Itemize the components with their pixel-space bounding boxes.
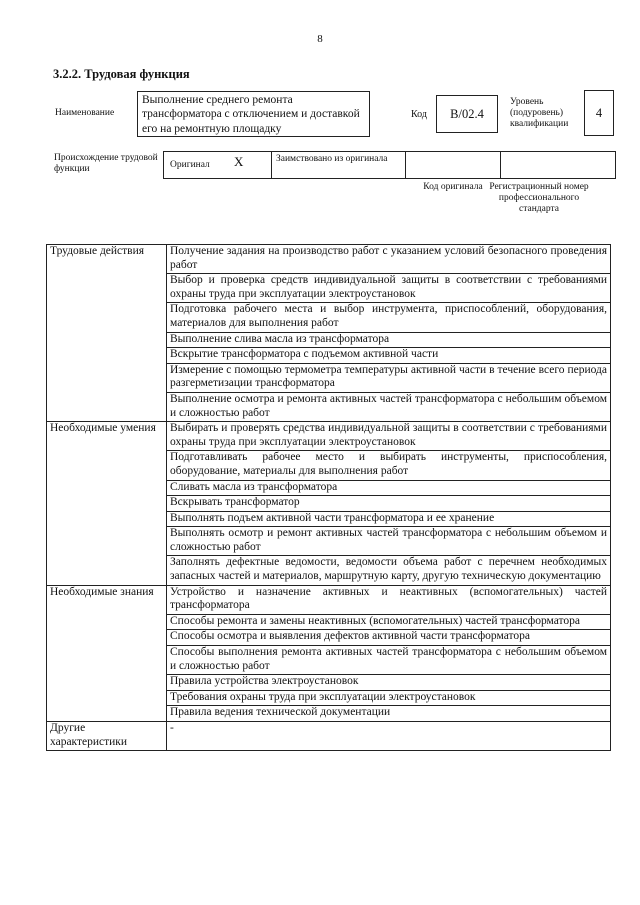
item-cell: - bbox=[167, 722, 611, 751]
item-cell: Сливать масла из трансформатора bbox=[167, 480, 611, 496]
category-cell: Другие характеристики bbox=[47, 722, 167, 751]
qualification-level-box: 4 bbox=[584, 90, 614, 136]
level-label: Уровень (подуровень) квалификации bbox=[510, 97, 569, 129]
item-cell: Выполнять осмотр и ремонт активных частей трансформатора с небольшим объемом и сложностью работ bbox=[167, 527, 611, 556]
table-row bbox=[47, 585, 611, 614]
reg-number-cell bbox=[500, 151, 616, 179]
item-cell: Устройство и назначение активных и неактивных (вспомогательных) частей трансформатора bbox=[167, 585, 611, 614]
function-code-box: B/02.4 bbox=[436, 95, 498, 133]
item-cell: Заполнять дефектные ведомости, ведомости объема работ с перечнем необходимых запасных частей и материалов, маршрутную карту, другую техническую документацию bbox=[167, 556, 611, 585]
original-code-caption: Код оригинала bbox=[423, 182, 483, 192]
item-cell: Способы ремонта и замены неактивных (вспомогательных) частей трансформатора bbox=[167, 614, 611, 630]
item-cell: Измерение с помощью термометра температуры активной части в течение всего периода разгерметизации трансформатора bbox=[167, 363, 611, 392]
table-row bbox=[47, 722, 611, 751]
origin-label: Происхождение трудовой функции bbox=[54, 153, 158, 174]
item-cell: Выполнять подъем активной части трансформатора и ее хранение bbox=[167, 511, 611, 527]
category-cell: Трудовые действия bbox=[47, 245, 167, 422]
item-cell: Подготавливать рабочее место и выбирать инструменты, приспособления, оборудование, материалы для выполнения работ bbox=[167, 451, 611, 480]
table-row bbox=[47, 245, 611, 274]
category-cell: Необходимые знания bbox=[47, 585, 167, 721]
item-cell: Выбирать и проверять средства индивидуальной защиты в соответствии с требованиями охраны труда при эксплуатации электроустановок bbox=[167, 422, 611, 451]
original-label: Оригинал bbox=[170, 160, 210, 170]
name-label: Наименование bbox=[55, 108, 115, 118]
item-cell: Вскрывать трансформатор bbox=[167, 496, 611, 512]
function-name-box: Выполнение среднего ремонта трансформатора с отключением и доставкой его на ремонтную площадку bbox=[137, 91, 370, 137]
requirements-table bbox=[46, 244, 611, 751]
item-cell: Вскрытие трансформатора с подъемом активной части bbox=[167, 348, 611, 364]
reg-number-caption: Регистрационный номер профессионального стандарта bbox=[489, 182, 589, 214]
item-cell: Подготовка рабочего места и выбор инструмента, приспособлений, оборудования, материалов для выполнения работ bbox=[167, 303, 611, 332]
item-cell: Способы выполнения ремонта активных частей трансформатора с небольшим объемом и сложностью работ bbox=[167, 646, 611, 675]
original-mark: X bbox=[234, 154, 244, 169]
item-cell: Выполнение осмотра и ремонта активных частей трансформатора с небольшим объемом и сложностью работ bbox=[167, 392, 611, 421]
section-title: 3.2.2. Трудовая функция bbox=[53, 67, 190, 81]
code-label: Код bbox=[411, 109, 427, 120]
item-cell: Правила ведения технической документации bbox=[167, 706, 611, 722]
item-cell: Способы осмотра и выявления дефектов активной части трансформатора bbox=[167, 630, 611, 646]
table-row bbox=[47, 422, 611, 451]
page-number: 8 bbox=[317, 33, 323, 45]
original-code-cell bbox=[405, 151, 501, 179]
item-cell: Выполнение слива масла из трансформатора bbox=[167, 332, 611, 348]
item-cell: Требования охраны труда при эксплуатации электроустановок bbox=[167, 690, 611, 706]
item-cell: Правила устройства электроустановок bbox=[167, 675, 611, 691]
origin-row bbox=[163, 151, 616, 179]
origin-original-cell bbox=[163, 151, 272, 179]
item-cell: Выбор и проверка средств индивидуальной защиты в соответствии с требованиями охраны труда при эксплуатации электроустановок bbox=[167, 274, 611, 303]
borrowed-cell: Заимствовано из оригинала bbox=[271, 151, 406, 179]
category-cell: Необходимые умения bbox=[47, 422, 167, 586]
item-cell: Получение задания на производство работ с указанием условий безопасного проведения работ bbox=[167, 245, 611, 274]
